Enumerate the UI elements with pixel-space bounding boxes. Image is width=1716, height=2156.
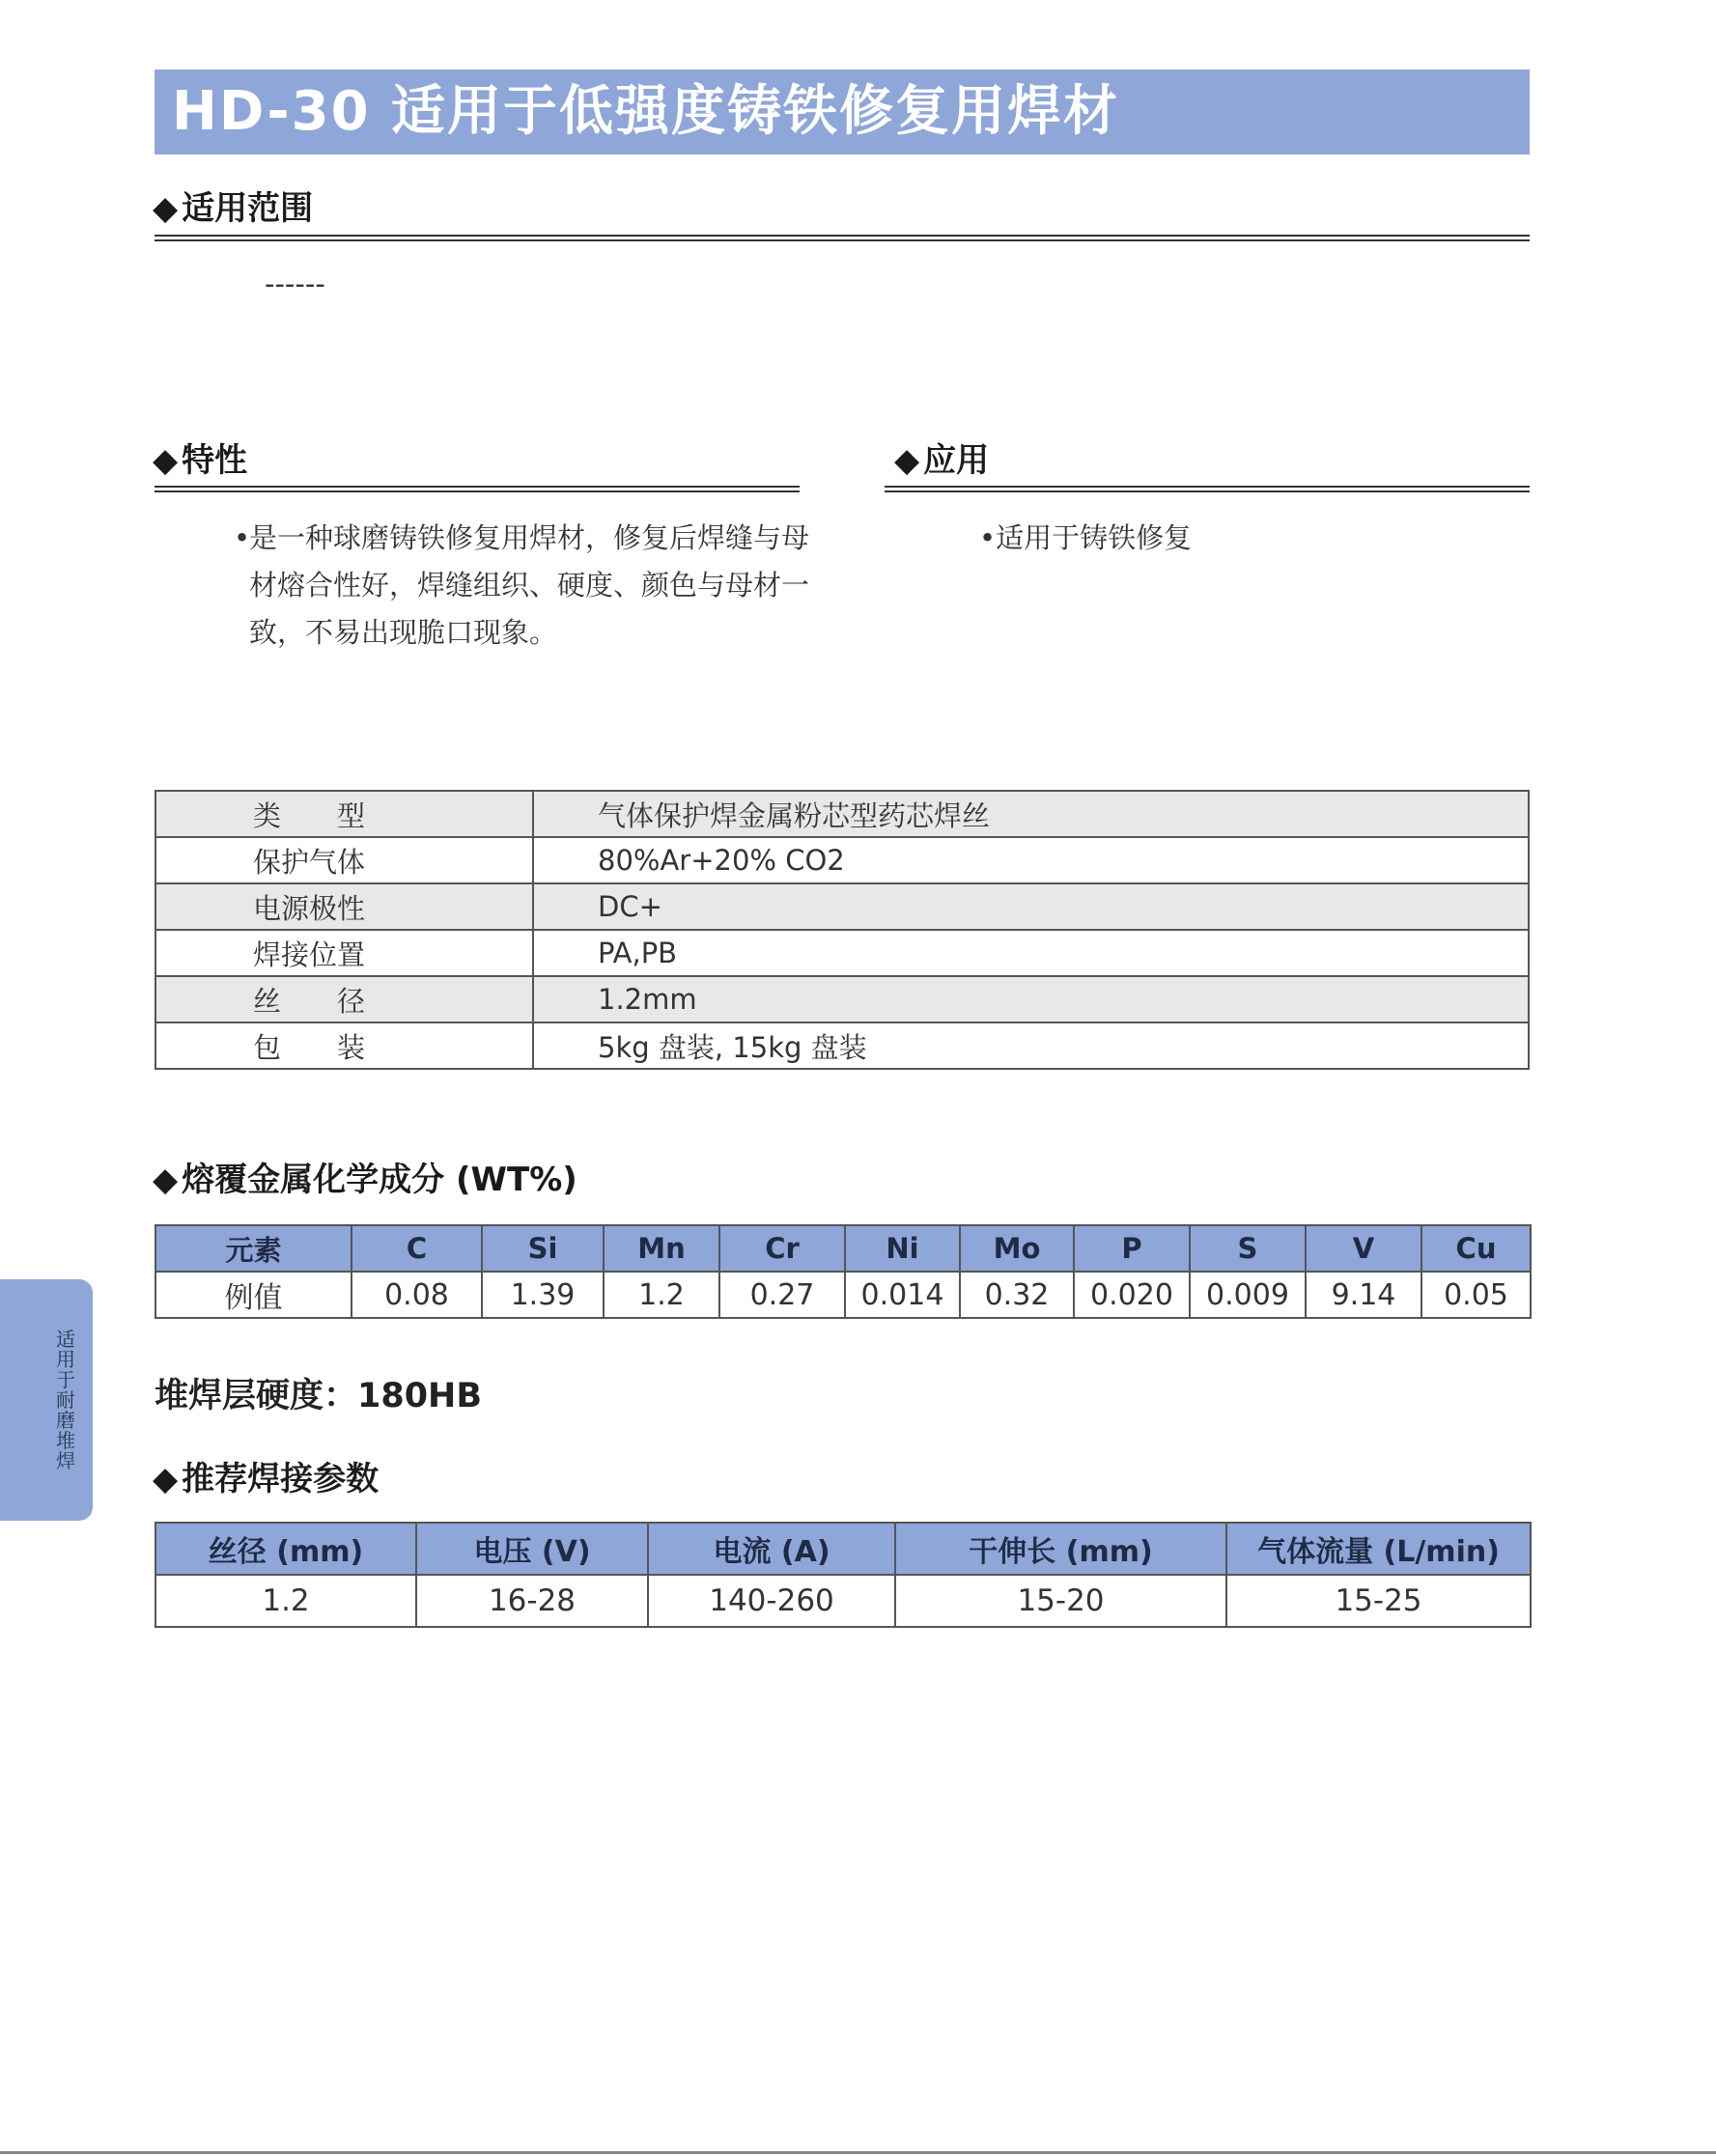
spec-value: 1.2mm: [533, 976, 1529, 1022]
spec-key: 丝 径: [155, 976, 533, 1022]
column-header: Cr: [719, 1225, 845, 1272]
features-heading-label: 特性: [182, 441, 248, 480]
spec-key: 包 装: [155, 1022, 533, 1069]
features-bullet: •: [234, 521, 251, 554]
spec-table: [155, 790, 1530, 1070]
scope-divider: [155, 235, 1530, 241]
page-title: HD-30 适用于低强度铸铁修复用焊材: [155, 70, 1530, 154]
table-cell: 0.014: [845, 1272, 960, 1318]
params-heading-label: 推荐焊接参数: [182, 1460, 380, 1498]
diamond-icon: ◆: [153, 1161, 179, 1199]
features-text: 是一种球磨铸铁修复用焊材，修复后焊缝与母材熔合性好，焊缝组织、硬度、颜色与母材一致，不易出现脆口现象。: [249, 521, 810, 649]
application-divider: [885, 486, 1530, 492]
column-header: 气体流量 (L/min): [1226, 1523, 1531, 1575]
table-cell: 0.05: [1421, 1272, 1531, 1318]
table-cell: 15-20: [895, 1575, 1226, 1627]
column-header: C: [352, 1225, 482, 1272]
column-header: 丝径 (mm): [155, 1523, 416, 1575]
table-row: [155, 1575, 1531, 1627]
application-text: •适用于铸铁修复: [979, 521, 1193, 554]
column-header: 元素: [155, 1225, 352, 1272]
spec-key: 焊接位置: [155, 930, 533, 976]
features-divider: [155, 486, 800, 492]
column-header: P: [1074, 1225, 1190, 1272]
column-header: Ni: [845, 1225, 960, 1272]
spec-key: 保护气体: [155, 837, 533, 883]
application-heading-label: 应用: [923, 441, 990, 480]
bottom-divider: [0, 2151, 1716, 2154]
table-cell: 16-28: [416, 1575, 648, 1627]
table-row: [155, 976, 1529, 1022]
table-cell: 15-25: [1226, 1575, 1531, 1627]
table-cell: 1.2: [155, 1575, 416, 1627]
table-cell: 140-260: [648, 1575, 895, 1627]
table-cell: 0.08: [352, 1272, 482, 1318]
table-row: [155, 930, 1529, 976]
table-cell: 例值: [155, 1272, 352, 1318]
side-tab-label: 适用于耐磨堆焊: [56, 1328, 75, 1472]
table-row: [155, 1272, 1531, 1318]
composition-table: [155, 1224, 1532, 1319]
scope-heading: [153, 187, 313, 230]
spec-value: 气体保护焊金属粉芯型药芯焊丝: [533, 791, 1529, 837]
table-cell: 0.009: [1190, 1272, 1306, 1318]
application-heading: [894, 439, 989, 482]
table-cell: 1.39: [482, 1272, 604, 1318]
spec-value: 80%Ar+20% CO2: [533, 837, 1529, 883]
column-header: S: [1190, 1225, 1306, 1272]
diamond-icon: ◆: [153, 441, 179, 480]
table-row: [155, 883, 1529, 930]
table-cell: 0.27: [719, 1272, 845, 1318]
side-tab[interactable]: [0, 1279, 93, 1521]
column-header: Mn: [604, 1225, 719, 1272]
column-header: Cu: [1421, 1225, 1531, 1272]
table-cell: 0.32: [960, 1272, 1074, 1318]
spec-key: 类 型: [155, 791, 533, 837]
composition-heading-label: 熔覆金属化学成分 (WT%): [182, 1161, 577, 1199]
diamond-icon: ◆: [153, 1460, 179, 1498]
table-row: [155, 837, 1529, 883]
scope-heading-label: 适用范围: [182, 189, 314, 228]
diamond-icon: ◆: [153, 189, 179, 228]
column-header: 干伸长 (mm): [895, 1523, 1226, 1575]
table-cell: 9.14: [1306, 1272, 1421, 1318]
params-table: [155, 1522, 1532, 1628]
column-header: V: [1306, 1225, 1421, 1272]
hardness-text: 堆焊层硬度：180HB: [155, 1377, 483, 1415]
table-cell: 1.2: [604, 1272, 719, 1318]
params-heading: [153, 1458, 379, 1500]
column-header: 电流 (A): [648, 1523, 895, 1575]
table-header-row: [155, 1523, 1531, 1575]
features-heading: [153, 439, 247, 482]
table-row: [155, 1022, 1529, 1069]
column-header: Si: [482, 1225, 604, 1272]
spec-value: 5kg 盘装, 15kg 盘装: [533, 1022, 1529, 1069]
spec-key: 电源极性: [155, 883, 533, 930]
table-cell: 0.020: [1074, 1272, 1190, 1318]
diamond-icon: ◆: [894, 441, 920, 480]
composition-heading: [153, 1159, 577, 1201]
column-header: 电压 (V): [416, 1523, 648, 1575]
column-header: Mo: [960, 1225, 1074, 1272]
table-header-row: [155, 1225, 1531, 1272]
spec-value: DC+: [533, 883, 1529, 930]
scope-text: ------: [265, 267, 325, 300]
table-row: [155, 791, 1529, 837]
spec-value: PA,PB: [533, 930, 1529, 976]
